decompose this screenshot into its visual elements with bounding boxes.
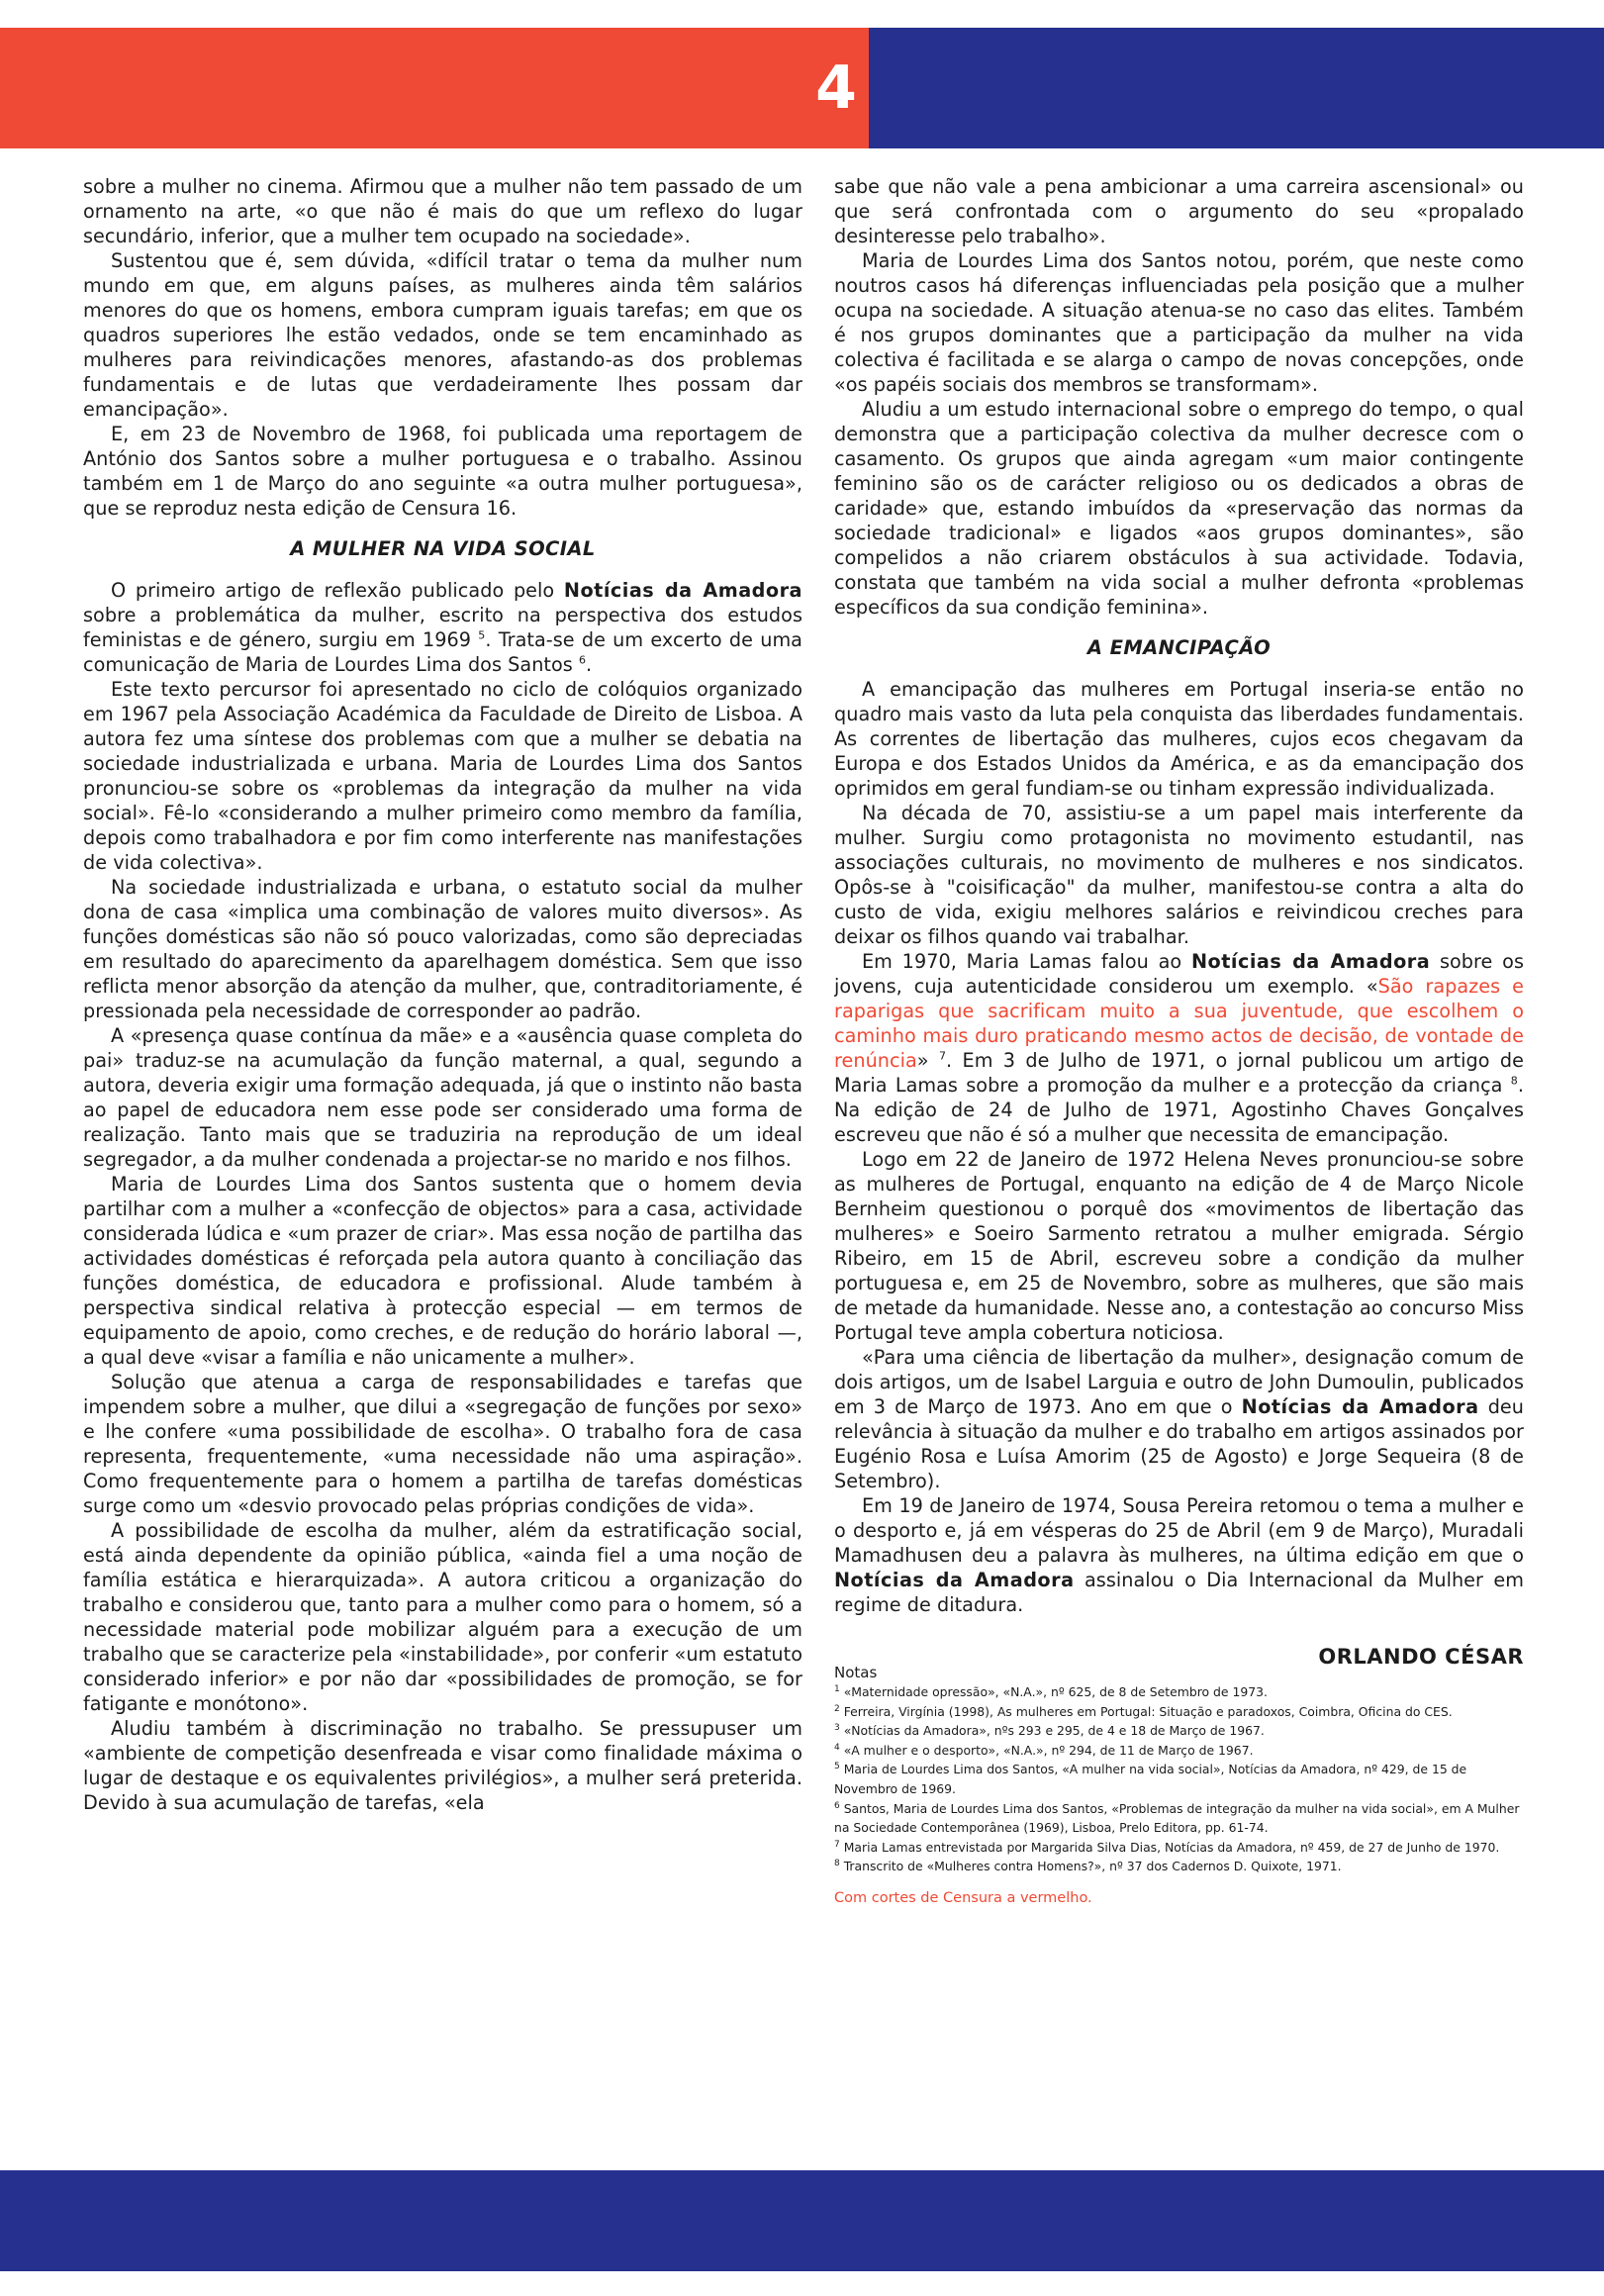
paragraph-text: O primeiro artigo de reflexão publicado pelo <box>111 579 564 602</box>
paragraph: A «presença quase contínua da mãe» e a «ausência quase completa do pai» traduz-se na acumulação da função maternal, a qual, segundo a autora, deveria exigir uma formação adequada, já que o instinto não basta ao papel de educadora nem esse pode ser considerado uma forma de realização. Tanto mais que se traduziria na reprodução de um ideal segregador, a da mulher condenada a projectar-se no marido e nos filhos. <box>83 1024 802 1171</box>
footnote-number: 3 <box>834 1723 840 1734</box>
censored-text: São rapazes e raparigas que sacrificam muito a sua juventude, que escolhem o caminho mais duro praticando mesmo actos de decisão, de vontade de renúncia <box>834 975 1524 1072</box>
newspaper-name: Notícias da Amadora <box>1190 950 1431 973</box>
footnote <box>834 1838 1524 1858</box>
footnote-text: Santos, Maria de Lourdes Lima dos Santos, «Problemas de integração da mulher na vida social», em A Mulher na Sociedade Contemporânea (1969), Lisboa, Prelo Editora, pp. 61-74. <box>834 1800 1520 1836</box>
page-number: 4 <box>815 53 857 123</box>
paragraph-text: Em 1970, Maria Lamas falou ao <box>862 950 1191 973</box>
section-heading: A MULHER NA VIDA SOCIAL <box>290 537 596 560</box>
footnote-text: «A mulher e o desporto», «N.A.», nº 294, de 11 de Março de 1967. <box>843 1742 1254 1758</box>
footnote <box>834 1799 1524 1838</box>
footnote <box>834 1760 1524 1798</box>
footnote <box>834 1857 1524 1876</box>
footnote-number: 4 <box>834 1742 840 1753</box>
paragraph-text: Em 19 de Janeiro de 1974, Sousa Pereira retomou o tema a mulher e o desporto e, já em vésperas do 25 de Abril (em 9 de Março), Muradali Mamadhusen deu a palavra às mulheres, na última edição em que o <box>834 1494 1524 1567</box>
footnote <box>834 1741 1524 1761</box>
footnote-ref: 7 <box>938 1049 947 1063</box>
footnote-number: 5 <box>834 1762 840 1772</box>
footnote-ref: 6 <box>578 653 587 667</box>
paragraph: Maria de Lourdes Lima dos Santos notou, porém, que neste como noutros casos há diferenças influenciadas pela posição que a mulher ocupa na sociedade. A situação atenua-se no caso das elites. Também é nos grupos dominantes que a participação da mulher na vida colectiva é facilitada e se alarga o campo de novas concepções, onde «os papéis sociais dos membros se transformam». <box>834 249 1524 396</box>
paragraph <box>834 1345 1524 1493</box>
paragraph: A possibilidade de escolha da mulher, além da estratificação social, está ainda dependente da opinião pública, «ainda fiel a uma noção de família estática e hierarquizada». A autora criticou a organização do trabalho e considerou que, tanto para a mulher como para o homem, só a necessidade material pode mobilizar alguém para a execução de um trabalho que se caracterize pela «instabilidade», por conferir «um estatuto considerado inferior» e por não dar «possibilidades de promoção, se for fatigante e monótono». <box>83 1519 802 1715</box>
footnotes-list <box>834 1682 1524 1876</box>
paragraph: sabe que não vale a pena ambicionar a uma carreira ascensional» ou que será confrontada com o argumento do seu «propalado desinteresse pelo trabalho». <box>834 175 1524 247</box>
paragraph: Na década de 70, assistiu-se a um papel mais interferente da mulher. Surgiu como protagonista no movimento estudantil, nas associações culturais, no movimento de mulheres e nos sindicatos. Opôs-se à "coisificação" da mulher, manifestou-se contra a alta do custo de vida, exigiu melhores salários e reivindicou creches para deixar os filhos quando vai trabalhar. <box>834 802 1524 948</box>
footnote-text: Maria de Lourdes Lima dos Santos, «A mulher na vida social», Notícias da Amadora, nº 429, de 15 de Novembro de 1969. <box>834 1762 1467 1796</box>
footnote-number: 8 <box>834 1859 840 1869</box>
footnote-text: Maria Lamas entrevistada por Margarida Silva Dias, Notícias da Amadora, nº 459, de 27 de Junho de 1970. <box>843 1839 1500 1855</box>
newspaper-name: Notícias da Amadora <box>1241 1395 1479 1418</box>
censorship-note: Com cortes de Censura a vermelho. <box>834 1889 1092 1906</box>
footnote-number: 1 <box>834 1683 840 1694</box>
right-column <box>834 174 1524 2144</box>
section-heading: A EMANCIPAÇÃO <box>1086 636 1272 659</box>
header-blue-block <box>869 28 1604 148</box>
author-byline: ORLANDO CÉSAR <box>1318 1645 1524 1669</box>
paragraph-text: . Em 3 de Julho de 1971, o jornal publicou um artigo de Maria Lamas sobre a promoção da mulher e a protecção da criança <box>834 1049 1524 1097</box>
footnote <box>834 1682 1524 1702</box>
footnote-ref: 5 <box>478 628 486 642</box>
paragraph: Na sociedade industrializada e urbana, o estatuto social da mulher dona de casa «implica uma combinação de valores muito diversos». As funções domésticas são não só pouco valorizadas, como são depreciadas em resultado do aparecimento da aparelhagem doméstica. Sem que isso reflicta menor absorção da atenção da mulher, que, contraditoriamente, é pressionada pela necessidade de corresponder ao padrão. <box>83 876 802 1022</box>
paragraph-text: . <box>586 653 593 676</box>
footnote-ref: 8 <box>1510 1074 1518 1088</box>
paragraph <box>834 1493 1524 1617</box>
newspaper-name: Notícias da Amadora <box>563 579 802 602</box>
paragraph: sobre a mulher no cinema. Afirmou que a mulher não tem passado de um ornamento na arte, «o que não é mais do que um reflexo do lugar secundário, inferior, que a mulher tem ocupado na sociedade». <box>83 175 802 247</box>
paragraph-text: » <box>916 1049 939 1072</box>
paragraph: Maria de Lourdes Lima dos Santos sustenta que o homem devia partilhar com a mulher a «confecção de objectos» para a casa, actividade considerada lúdica e «um prazer de criar». Mas essa noção de partilha das actividades domésticas é reforçada pela autora quanto à conciliação das funções doméstica, de educadora e profissional. Alude também à perspectiva sindical relativa à protecção especial — em termos de equipamento de apoio, como creches, e de redução do horário laboral —, a qual deve «visar a família e não unicamente a mulher». <box>83 1173 802 1369</box>
paragraph: Aludiu a um estudo internacional sobre o emprego do tempo, o qual demonstra que a participação colectiva da mulher decresce com o casamento. Os grupos que ainda agregam «um maior contingente feminino são os de carácter religioso ou os dedicados a obras de caridade» que, estando imbuídos da «preservação das normas da sociedade tradicional» e ligados «aos grupos dominantes», são compelidos a não criarem obstáculos à sua actividade. Todavia, constata que também na vida social a mulher defronta «problemas específicos da sua condição feminina». <box>834 398 1524 619</box>
footnote <box>834 1702 1524 1722</box>
footnote-number: 2 <box>834 1703 840 1714</box>
paragraph: A emancipação das mulheres em Portugal inseria-se então no quadro mais vasto da luta pela conquista das liberdades fundamentais. As correntes de libertação das mulheres, cujos ecos chegavam da Europa e dos Estados Unidos da América, e as da emancipação dos oprimidos em geral fundiam-se ou tinham expressão individualizada. <box>834 678 1524 800</box>
footer-band <box>0 2170 1604 2271</box>
header-red-block <box>0 28 869 148</box>
paragraph-text: deu relevância à situação da mulher e do trabalho em artigos assinados por Eugénio Rosa e Luísa Amorim (25 de Agosto) e Jorge Sequeira (8 de Setembro). <box>834 1395 1524 1492</box>
paragraph: E, em 23 de Novembro de 1968, foi publicada uma reportagem de António dos Santos sobre a mulher portuguesa e o trabalho. Assinou também em 1 de Março do ano seguinte «a outra mulher portuguesa», que se reproduz nesta edição de Censura 16. <box>83 423 802 520</box>
footnote-text: «Maternidade opressão», «N.A.», nº 625, de 8 de Setembro de 1973. <box>843 1684 1268 1699</box>
paragraph: Aludiu também à discriminação no trabalho. Se pressupuser um «ambiente de competição desenfreada e visar como finalidade máxima o lugar de destaque e os equivalentes privilégios», a mulher será preterida. Devido à sua acumulação de tarefas, «ela <box>83 1717 802 1814</box>
paragraph: Sustentou que é, sem dúvida, «difícil tratar o tema da mulher num mundo em que, em alguns países, as mulheres ainda têm salários menores do que os homens, embora cumpram iguais tarefas; em que os quadros superiores lhe estão vedados, onde se tem encaminhado as mulheres para reivindicações menores, afastando-as dos problemas fundamentais e de lutas que verdadeiramente lhes possam dar emancipação». <box>83 249 802 421</box>
footnote-number: 7 <box>834 1839 840 1850</box>
footnote-text: Ferreira, Virgínia (1998), As mulheres em Portugal: Situação e paradoxos, Coimbra, Oficina do CES. <box>843 1703 1453 1719</box>
paragraph-text: «Para uma ciência de libertação da mulher», designação comum de dois artigos, um de Isabel Larguia e outro de John Dumoulin, publicados em 3 de Março de 1973. Ano em que o <box>834 1346 1524 1418</box>
paragraph <box>83 578 802 677</box>
paragraph-text: . Na edição de 24 de Julho de 1971, Agostinho Chaves Gonçalves escreveu que não é só a mulher que necessita de emancipação. <box>834 1074 1524 1146</box>
paragraph-text: . Trata-se de um excerto de uma comunicação de Maria de Lourdes Lima dos Santos <box>83 628 802 676</box>
footnote-number: 6 <box>834 1800 840 1811</box>
paragraph: Logo em 22 de Janeiro de 1972 Helena Neves pronunciou-se sobre as mulheres de Portugal, enquanto na edição de 4 de Março Nicole Bernheim questionou o porquê dos «movimentos de libertação das mulheres» e Soeiro Sarmento retratou a mulher emigrada. Sérgio Ribeiro, em 15 de Abril, escreveu sobre a condição da mulher portuguesa e, em 25 de Novembro, sobre as mulheres, que são mais de metade da humanidade. Nesse ano, a contestação ao concurso Miss Portugal teve ampla cobertura noticiosa. <box>834 1148 1524 1344</box>
paragraph: Este texto percursor foi apresentado no ciclo de colóquios organizado em 1967 pela Associação Académica da Faculdade de Direito de Lisboa. A autora fez uma síntese dos problemas com que a mulher se debatia na sociedade industrializada e urbana. Maria de Lourdes Lima dos Santos pronunciou-se sobre os «problemas da integração da mulher na vida social». Fê-lo «considerando a mulher primeiro como membro da família, depois como trabalhadora e por fim como interferente nas manifestações de vida colectiva». <box>83 678 802 874</box>
footnote-text: Transcrito de «Mulheres contra Homens?», nº 37 dos Cadernos D. Quixote, 1971. <box>843 1859 1342 1874</box>
paragraph <box>834 949 1524 1147</box>
footnote-text: «Notícias da Amadora», nºs 293 e 295, de 4 e 18 de Março de 1967. <box>843 1723 1265 1739</box>
paragraph-text: sobre os jovens, cuja autenticidade considerou um exemplo. « <box>834 950 1524 998</box>
paragraph: Solução que atenua a carga de responsabilidades e tarefas que impendem sobre a mulher, que dilui a «segregação de funções por sexo» e lhe confere «uma possibilidade de escolha». O trabalho fora de casa representa, frequentemente, «uma necessidade não uma aspiração». Como frequentemente para o homem a partilha de tarefas domésticas surge como um «desvio provocado pelas próprias condições de vida». <box>83 1371 802 1517</box>
newspaper-name: Notícias da Amadora <box>834 1569 1075 1591</box>
header-band <box>0 28 1604 148</box>
paragraph-text: sobre a problemática da mulher, escrito na perspectiva dos estudos feministas e de género, surgiu em 1969 <box>83 604 802 651</box>
footnote <box>834 1721 1524 1741</box>
paragraph-text: assinalou o Dia Internacional da Mulher em regime de ditadura. <box>834 1569 1524 1616</box>
left-column <box>83 174 802 2144</box>
notes-title: Notas <box>834 1664 878 1681</box>
